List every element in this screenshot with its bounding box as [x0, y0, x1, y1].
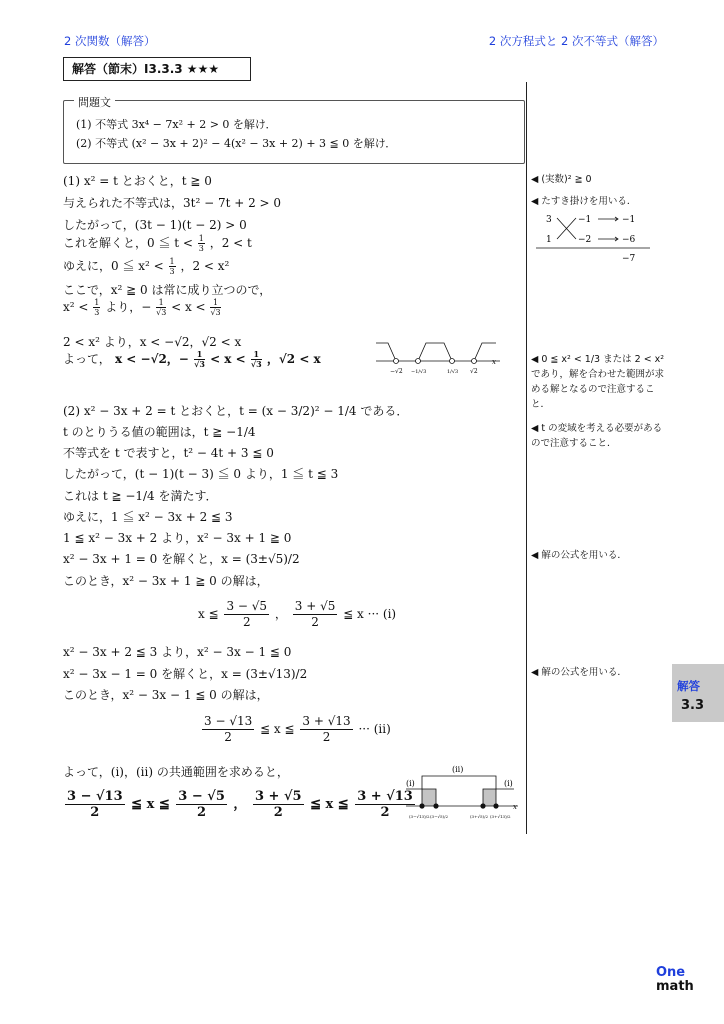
margin-divider — [526, 82, 527, 834]
nl2-point-3 — [480, 803, 485, 808]
p2-line-7: 1 ≦ x² − 3x + 2 より，x² − 3x + 1 ≧ 0 — [63, 531, 292, 545]
frac-num: 1 — [198, 234, 204, 243]
nl1-curve-left — [376, 343, 396, 361]
frac-3-minus-sqrt5-over-2 — [176, 789, 227, 820]
display-i-pre: x ≦ — [198, 607, 219, 621]
nl1-label-1: −√2 — [390, 368, 403, 375]
frac-num: 3 + √13 — [357, 789, 413, 804]
number-line-1 — [372, 335, 506, 380]
frac-num: 1 — [156, 298, 166, 308]
frac-one-third — [198, 234, 205, 253]
frac-den: 2 — [380, 805, 390, 820]
frac-den: 2 — [197, 805, 207, 820]
nl1-point-1 — [394, 359, 399, 364]
p1-answer-c: ，√2 < x — [266, 352, 321, 366]
nl1-point-2 — [416, 359, 421, 364]
frac-num: 3 − √13 — [67, 789, 123, 804]
frac-num: 1 — [210, 298, 220, 308]
frac-den: 3 — [94, 308, 100, 317]
p2-line-9: このとき，x² − 3x + 1 ≧ 0 の解は， — [63, 574, 269, 588]
nl1-point-3 — [450, 359, 455, 364]
nl1-label-4: √2 — [470, 368, 478, 375]
display-i — [198, 599, 396, 630]
nl1-label-2: −1/√3 — [411, 369, 427, 375]
p1-line-5-b: ，2 < x² — [180, 259, 230, 273]
nl2-label-ii: (ii) — [452, 765, 464, 774]
frac-den: √3 — [210, 308, 221, 317]
p1-answer-a: x < −√2，− — [114, 352, 189, 366]
frac-den: 2 — [224, 730, 232, 744]
p2-line-1: (2) x² − 3x + 2 = t とおくと，t = (x − 3/2)² − 1/4 である． — [63, 404, 409, 418]
p2-answer-sep: ， — [233, 797, 247, 812]
nl2-tick-3: (3+√5)/2 — [470, 814, 489, 819]
note-t-domain: ◀ t の変域を考える必要があるので注意すること． — [531, 423, 663, 449]
problem-q2: (2) 不等式 (x² − 3x + 2)² − 4(x² − 3x + 2) + 3 ≦ 0 を解け． — [76, 137, 397, 150]
section-tab[interactable] — [672, 664, 724, 722]
section-tab-number: 3.3 — [681, 698, 705, 713]
nl1-axis-label: x — [492, 358, 496, 366]
tasuki-sum: −7 — [622, 254, 636, 264]
frac-den: 2 — [242, 615, 251, 629]
frac-3-minus-sqrt13-over-2 — [65, 789, 125, 820]
frac-den: 3 — [198, 244, 204, 253]
nl2-tick-4: (3+√13)/2 — [490, 814, 511, 819]
p2-line-13: よって，(i)，(ii) の共通範囲を求めると， — [63, 765, 289, 779]
nl2-label-i-left: (i) — [406, 779, 415, 788]
frac-num: 3 − √5 — [226, 599, 268, 613]
display-i-post: ≦ x ··· (i) — [343, 607, 397, 621]
answer-key-title: 解答（節末）I3.3.3 ★★★ — [63, 57, 251, 81]
p1-answer-prefix: よって， — [63, 352, 111, 366]
note-combine-ranges: ◀ 0 ≦ x² < 1/3 または 2 < x² であり，解を合わせた範囲が求める解となるので注意すること． — [531, 354, 665, 410]
note-tasuki: ◀ たすき掛けを用いる． — [531, 196, 637, 207]
p1-line-4-b: ，2 < t — [209, 236, 252, 250]
frac-num: 1 — [94, 298, 100, 307]
frac-den: √3 — [250, 359, 262, 369]
logo-line-1: One — [656, 965, 686, 980]
p1-line-8: 2 < x² より，x < −√2，√2 < x — [63, 335, 242, 349]
frac-den: 2 — [322, 730, 331, 744]
problem-box — [63, 100, 525, 164]
logo-line-2: math — [656, 979, 694, 994]
frac-one-third — [169, 257, 176, 276]
nl2-label-i-right: (i) — [504, 779, 513, 788]
frac-den: 3 — [169, 267, 175, 276]
nl1-point-4 — [472, 359, 477, 364]
section-tab-label: 解答 — [677, 679, 700, 693]
p2-answer-m1: ≦ x ≦ — [131, 797, 170, 812]
frac-3-plus-sqrt5-over-2 — [293, 599, 338, 630]
number-line-2 — [404, 762, 524, 826]
p2-line-5: これは t ≧ −1/4 を満たす． — [63, 489, 218, 503]
nl2-point-4 — [493, 803, 498, 808]
frac-one-over-sqrt3 — [156, 298, 166, 317]
display-ii — [200, 714, 391, 745]
tasuki-a2: −1 — [578, 215, 592, 225]
onemath-logo — [656, 966, 694, 994]
frac-den: 2 — [90, 805, 100, 820]
frac-num: 1 — [251, 350, 262, 360]
p1-line-4 — [63, 234, 252, 253]
p1-line-4-a: これを解くと，0 ≦ t < — [63, 236, 193, 250]
display-ii-post: ··· (ii) — [358, 722, 391, 736]
nl2-tick-2: (3−√5)/2 — [430, 814, 449, 819]
header-section: 2 次方程式と 2 次不等式（解答） — [488, 34, 664, 48]
p2-line-4: したがって，(t − 1)(t − 3) ≦ 0 より，1 ≦ t ≦ 3 — [63, 467, 339, 481]
tasuki-a3: −1 — [622, 215, 636, 225]
p1-line-7-c: < x < — [171, 300, 206, 314]
p1-line-5-a: ゆえに，0 ≦ x² < — [63, 259, 164, 273]
problem-q1: (1) 不等式 3x⁴ − 7x² + 2 > 0 を解け． — [76, 118, 277, 131]
frac-num: 3 + √5 — [254, 789, 302, 804]
nl2-point-1 — [419, 803, 424, 808]
display-ii-mid: ≦ x ≦ — [260, 722, 295, 736]
header-chapter: 2 次関数（解答） — [64, 34, 156, 48]
problem-label: 問題文 — [74, 94, 115, 110]
frac-num: 3 + √13 — [302, 714, 351, 728]
p2-line-6: ゆえに，1 ≦ x² − 3x + 2 ≦ 3 — [63, 510, 233, 524]
p2-line-11: x² − 3x − 1 = 0 を解くと，x = (3±√13)/2 — [63, 667, 308, 681]
nl2-shade-right — [483, 789, 496, 806]
tasuki-b3: −6 — [622, 235, 636, 245]
nl2-point-2 — [433, 803, 438, 808]
p2-line-3: 不等式を t で表すと，t² − 4t + 3 ≦ 0 — [63, 446, 274, 460]
note-quadratic-formula-2: ◀ 解の公式を用いる． — [531, 667, 627, 678]
nl1-label-3: 1/√3 — [447, 369, 459, 375]
p1-line-3: したがって，(3t − 1)(t − 2) > 0 — [63, 218, 247, 232]
p1-line-6: ここで，x² ≧ 0 は常に成り立つので， — [63, 283, 272, 297]
p2-line-2: t のとりうる値の範囲は，t ≧ −1/4 — [63, 425, 256, 439]
p1-line-7-a: x² < — [63, 300, 89, 314]
p1-line-5 — [63, 257, 229, 276]
tasuki-b2: −2 — [578, 235, 592, 245]
p1-line-7-b: より，− — [105, 300, 152, 314]
tasuki-diagram — [536, 210, 654, 268]
frac-3-plus-sqrt13-over-2 — [300, 714, 352, 745]
p2-line-12: このとき，x² − 3x − 1 ≦ 0 の解は， — [63, 688, 269, 702]
frac-one-over-sqrt3 — [194, 350, 205, 369]
display-i-mid: ， — [274, 607, 287, 621]
frac-num: 3 + √5 — [294, 599, 336, 613]
frac-3-minus-sqrt13-over-2 — [202, 714, 254, 745]
p2-line-8: x² − 3x + 1 = 0 を解くと，x = (3±√5)/2 — [63, 552, 300, 566]
p1-answer — [63, 350, 321, 369]
frac-3-plus-sqrt5-over-2 — [253, 789, 304, 820]
frac-one-third — [93, 298, 100, 317]
p1-line-7 — [63, 298, 222, 317]
nl1-curve-middle — [418, 343, 452, 361]
p2-answer-m2: ≦ x ≦ — [310, 797, 349, 812]
frac-num: 3 − √13 — [204, 714, 253, 728]
p1-line-2: 与えられた不等式は，3t² − 7t + 2 > 0 — [63, 196, 282, 210]
tasuki-b1: 1 — [546, 235, 552, 245]
nl2-axis-label: x — [513, 803, 517, 811]
frac-num: 1 — [169, 257, 175, 266]
frac-den: √3 — [156, 308, 167, 317]
frac-one-over-sqrt3 — [251, 350, 262, 369]
p2-line-10: x² − 3x + 2 ≦ 3 より，x² − 3x − 1 ≦ 0 — [63, 645, 292, 659]
frac-den: √3 — [194, 359, 205, 369]
frac-one-over-sqrt3 — [210, 298, 220, 317]
frac-num: 3 − √5 — [178, 789, 225, 804]
note-quadratic-formula-1: ◀ 解の公式を用いる． — [531, 550, 627, 561]
tasuki-a1: 3 — [546, 215, 552, 225]
frac-3-minus-sqrt5-over-2 — [224, 599, 269, 630]
frac-den: 2 — [311, 615, 319, 629]
p1-answer-b: < x < — [210, 352, 246, 366]
p1-line-1: (1) x² = t とおくと，t ≧ 0 — [63, 174, 212, 188]
nl2-tick-1: (3−√13)/2 — [409, 814, 430, 819]
nl2-shade-left — [422, 789, 436, 806]
p2-answer — [63, 789, 417, 820]
frac-den: 2 — [273, 805, 283, 820]
note-real-square: ◀ (実数)² ≧ 0 — [531, 174, 592, 185]
frac-num: 1 — [194, 350, 205, 360]
